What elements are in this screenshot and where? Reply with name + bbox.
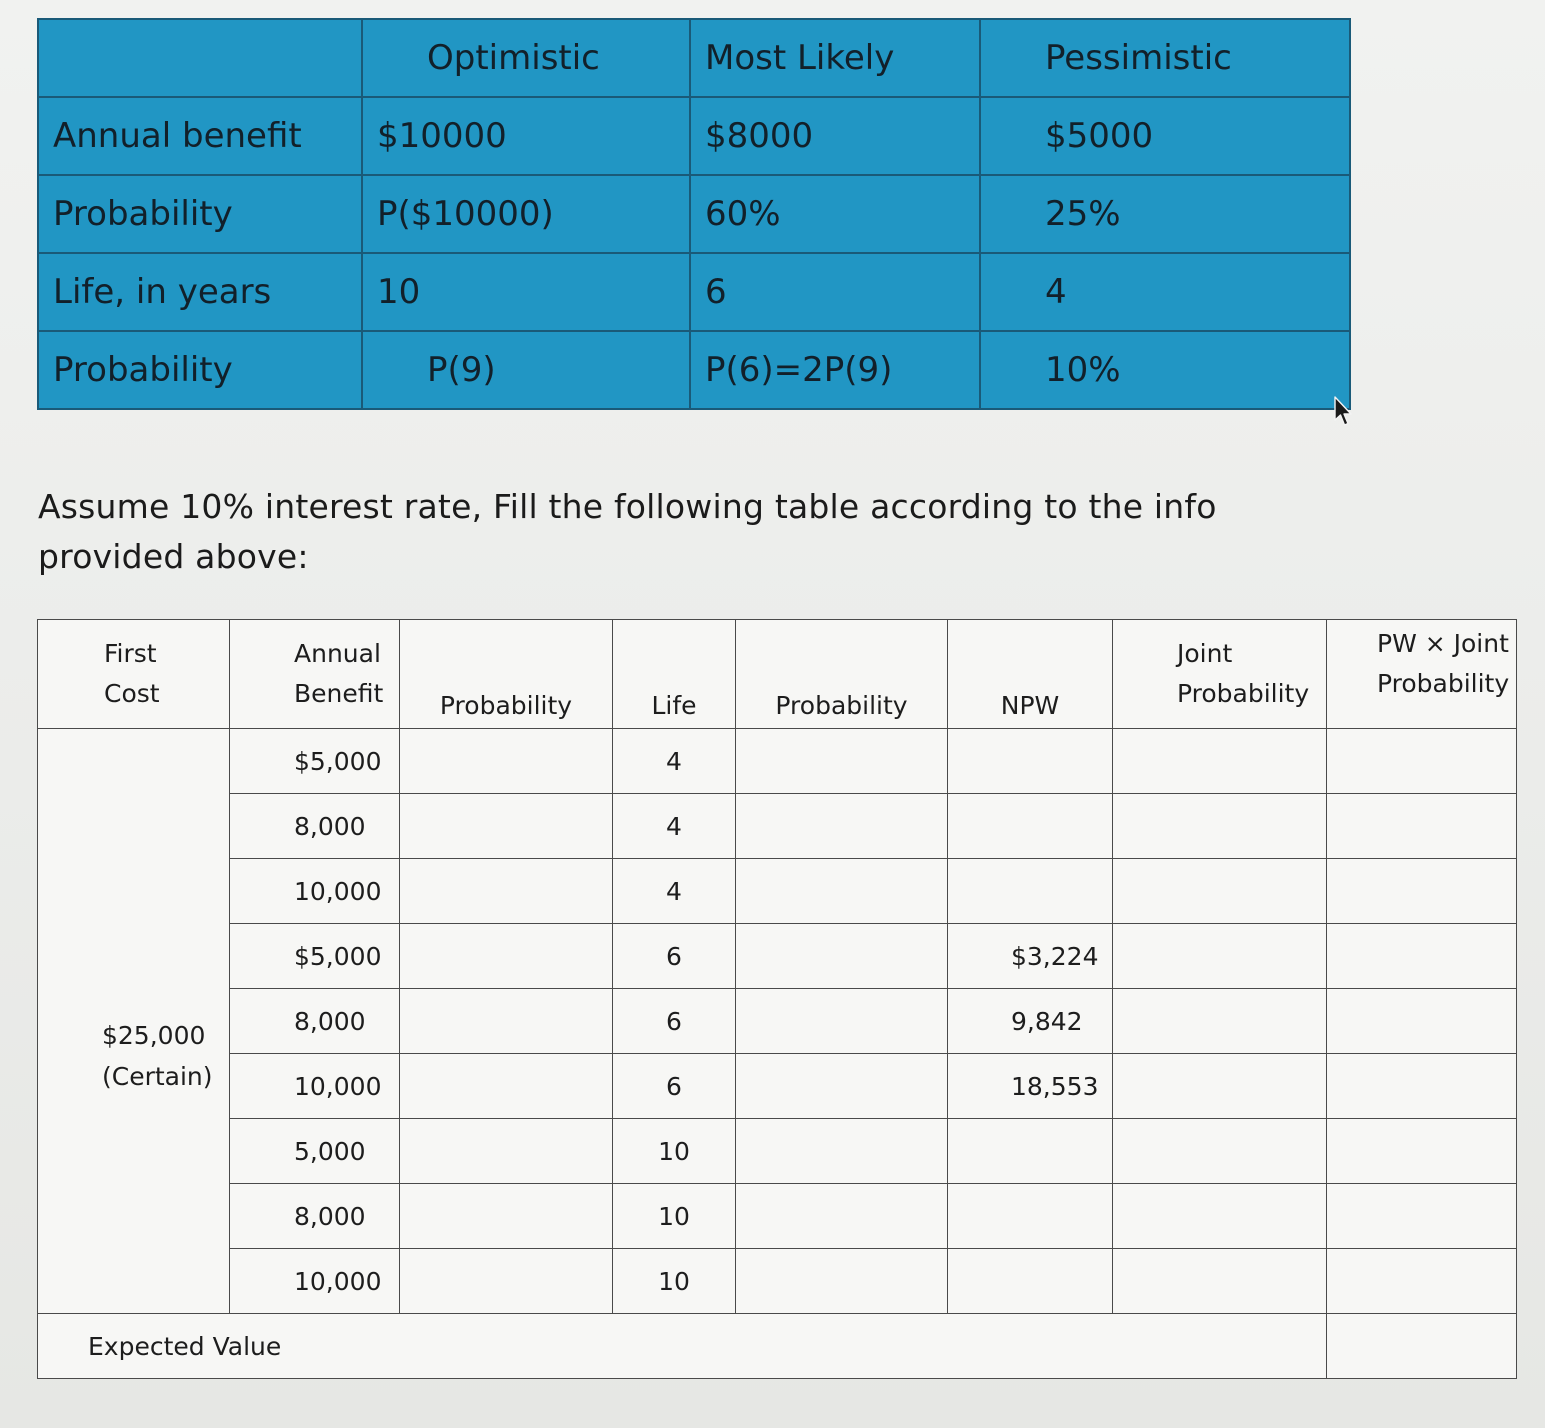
pw-joint-cell <box>1327 794 1517 859</box>
cell-optimistic: $10000 <box>362 97 690 175</box>
cell-optimistic: P($10000) <box>362 175 690 253</box>
joint-probability-cell <box>1113 729 1327 794</box>
benefit-cell: 5,000 <box>230 1119 400 1184</box>
table-row <box>38 1054 1517 1119</box>
life-cell: 4 <box>613 794 736 859</box>
pw-joint-cell <box>1327 859 1517 924</box>
joint-probability-cell <box>1113 859 1327 924</box>
joint-probability-cell <box>1113 1249 1327 1314</box>
life-probability-cell <box>736 729 948 794</box>
probability-cell <box>400 729 613 794</box>
header-annual-benefit-line1: Annual <box>294 639 381 668</box>
table-row <box>38 1119 1517 1184</box>
header-joint-line2: Probability <box>1177 679 1310 708</box>
header-first-cost-line1: First <box>104 639 157 668</box>
life-probability-cell <box>736 1119 948 1184</box>
header-npw: NPW <box>948 620 1113 729</box>
cell-pessimistic: $5000 <box>980 97 1350 175</box>
probability-cell <box>400 794 613 859</box>
npw-cell <box>948 729 1113 794</box>
npw-cell: $3,224 <box>948 924 1113 989</box>
life-probability-cell <box>736 1249 948 1314</box>
probability-cell <box>400 1119 613 1184</box>
header-pwjoint-line2: Probability <box>1377 669 1510 698</box>
cell-optimistic: P(9) <box>362 331 690 409</box>
life-probability-cell <box>736 859 948 924</box>
scenario-table <box>37 18 1351 410</box>
life-probability-cell <box>736 1054 948 1119</box>
joint-probability-cell <box>1113 924 1327 989</box>
npw-cell <box>948 1119 1113 1184</box>
pw-joint-cell <box>1327 989 1517 1054</box>
life-cell: 6 <box>613 924 736 989</box>
header-optimistic: Optimistic <box>362 19 690 97</box>
pw-joint-cell <box>1327 1184 1517 1249</box>
scenario-row <box>38 97 1350 175</box>
joint-probability-cell <box>1113 989 1327 1054</box>
life-probability-cell <box>736 794 948 859</box>
cell-pessimistic: 4 <box>980 253 1350 331</box>
life-cell: 4 <box>613 859 736 924</box>
benefit-cell: $5,000 <box>230 729 400 794</box>
life-cell: 4 <box>613 729 736 794</box>
header-life-probability: Probability <box>736 620 948 729</box>
first-cost-note: (Certain) <box>102 1062 213 1091</box>
scenario-row <box>38 331 1350 409</box>
life-probability-cell <box>736 989 948 1054</box>
first-cost-cell <box>38 729 230 1314</box>
header-joint-line1: Joint <box>1177 639 1233 668</box>
probability-cell <box>400 924 613 989</box>
header-pwjoint-line1: PW × Joint <box>1377 629 1509 658</box>
header-annual-benefit-line2: Benefit <box>294 679 384 708</box>
table-row <box>38 729 1517 794</box>
header-first-cost-line2: Cost <box>104 679 160 708</box>
joint-probability-cell <box>1113 1184 1327 1249</box>
joint-probability-cell <box>1113 794 1327 859</box>
expected-value-row <box>38 1314 1517 1379</box>
benefit-cell: 10,000 <box>230 1249 400 1314</box>
fill-header-row <box>38 620 1517 729</box>
life-cell: 10 <box>613 1119 736 1184</box>
cell-pessimistic: 10% <box>980 331 1350 409</box>
header-probability: Probability <box>400 620 613 729</box>
first-cost-value: $25,000 <box>102 1021 206 1050</box>
npw-cell <box>948 1184 1113 1249</box>
benefit-cell: $5,000 <box>230 924 400 989</box>
life-cell: 6 <box>613 989 736 1054</box>
header-joint-probability <box>1113 620 1327 729</box>
joint-probability-cell <box>1113 1119 1327 1184</box>
table-row <box>38 1249 1517 1314</box>
pw-joint-cell <box>1327 1054 1517 1119</box>
row-label: Life, in years <box>38 253 362 331</box>
header-annual-benefit <box>230 620 400 729</box>
expected-value-cell <box>1327 1314 1517 1379</box>
instruction-text: Assume 10% interest rate, Fill the following table according to the info provided above: <box>38 487 1217 576</box>
benefit-cell: 10,000 <box>230 1054 400 1119</box>
npw-cell <box>948 859 1113 924</box>
scenario-header-blank <box>38 19 362 97</box>
life-cell: 10 <box>613 1184 736 1249</box>
cell-most-likely: 60% <box>690 175 980 253</box>
npw-cell: 9,842 <box>948 989 1113 1054</box>
row-label: Probability <box>38 331 362 409</box>
header-pw-joint-probability <box>1327 620 1517 729</box>
mouse-pointer-icon <box>1333 396 1353 428</box>
probability-cell <box>400 989 613 1054</box>
benefit-cell: 8,000 <box>230 989 400 1054</box>
table-row <box>38 989 1517 1054</box>
life-cell: 10 <box>613 1249 736 1314</box>
joint-probability-cell <box>1113 1054 1327 1119</box>
cell-most-likely: P(6)=2P(9) <box>690 331 980 409</box>
header-most-likely: Most Likely <box>690 19 980 97</box>
header-first-cost <box>38 620 230 729</box>
probability-cell <box>400 1184 613 1249</box>
row-label: Probability <box>38 175 362 253</box>
life-cell: 6 <box>613 1054 736 1119</box>
pw-joint-cell <box>1327 729 1517 794</box>
pw-joint-cell <box>1327 924 1517 989</box>
header-pessimistic: Pessimistic <box>980 19 1350 97</box>
pw-joint-cell <box>1327 1119 1517 1184</box>
probability-cell <box>400 1249 613 1314</box>
probability-cell <box>400 859 613 924</box>
cell-optimistic: 10 <box>362 253 690 331</box>
table-row <box>38 794 1517 859</box>
header-life: Life <box>613 620 736 729</box>
table-row <box>38 1184 1517 1249</box>
probability-cell <box>400 1054 613 1119</box>
npw-cell: 18,553 <box>948 1054 1113 1119</box>
life-probability-cell <box>736 924 948 989</box>
life-probability-cell <box>736 1184 948 1249</box>
npw-cell <box>948 794 1113 859</box>
fill-table <box>37 619 1517 1379</box>
scenario-row <box>38 253 1350 331</box>
npw-cell <box>948 1249 1113 1314</box>
expected-value-label: Expected Value <box>38 1314 1327 1379</box>
scenario-row <box>38 175 1350 253</box>
cell-most-likely: 6 <box>690 253 980 331</box>
table-row <box>38 924 1517 989</box>
scenario-header-row <box>38 19 1350 97</box>
row-label: Annual benefit <box>38 97 362 175</box>
pw-joint-cell <box>1327 1249 1517 1314</box>
benefit-cell: 8,000 <box>230 1184 400 1249</box>
cell-pessimistic: 25% <box>980 175 1350 253</box>
table-row <box>38 859 1517 924</box>
benefit-cell: 10,000 <box>230 859 400 924</box>
cell-most-likely: $8000 <box>690 97 980 175</box>
benefit-cell: 8,000 <box>230 794 400 859</box>
